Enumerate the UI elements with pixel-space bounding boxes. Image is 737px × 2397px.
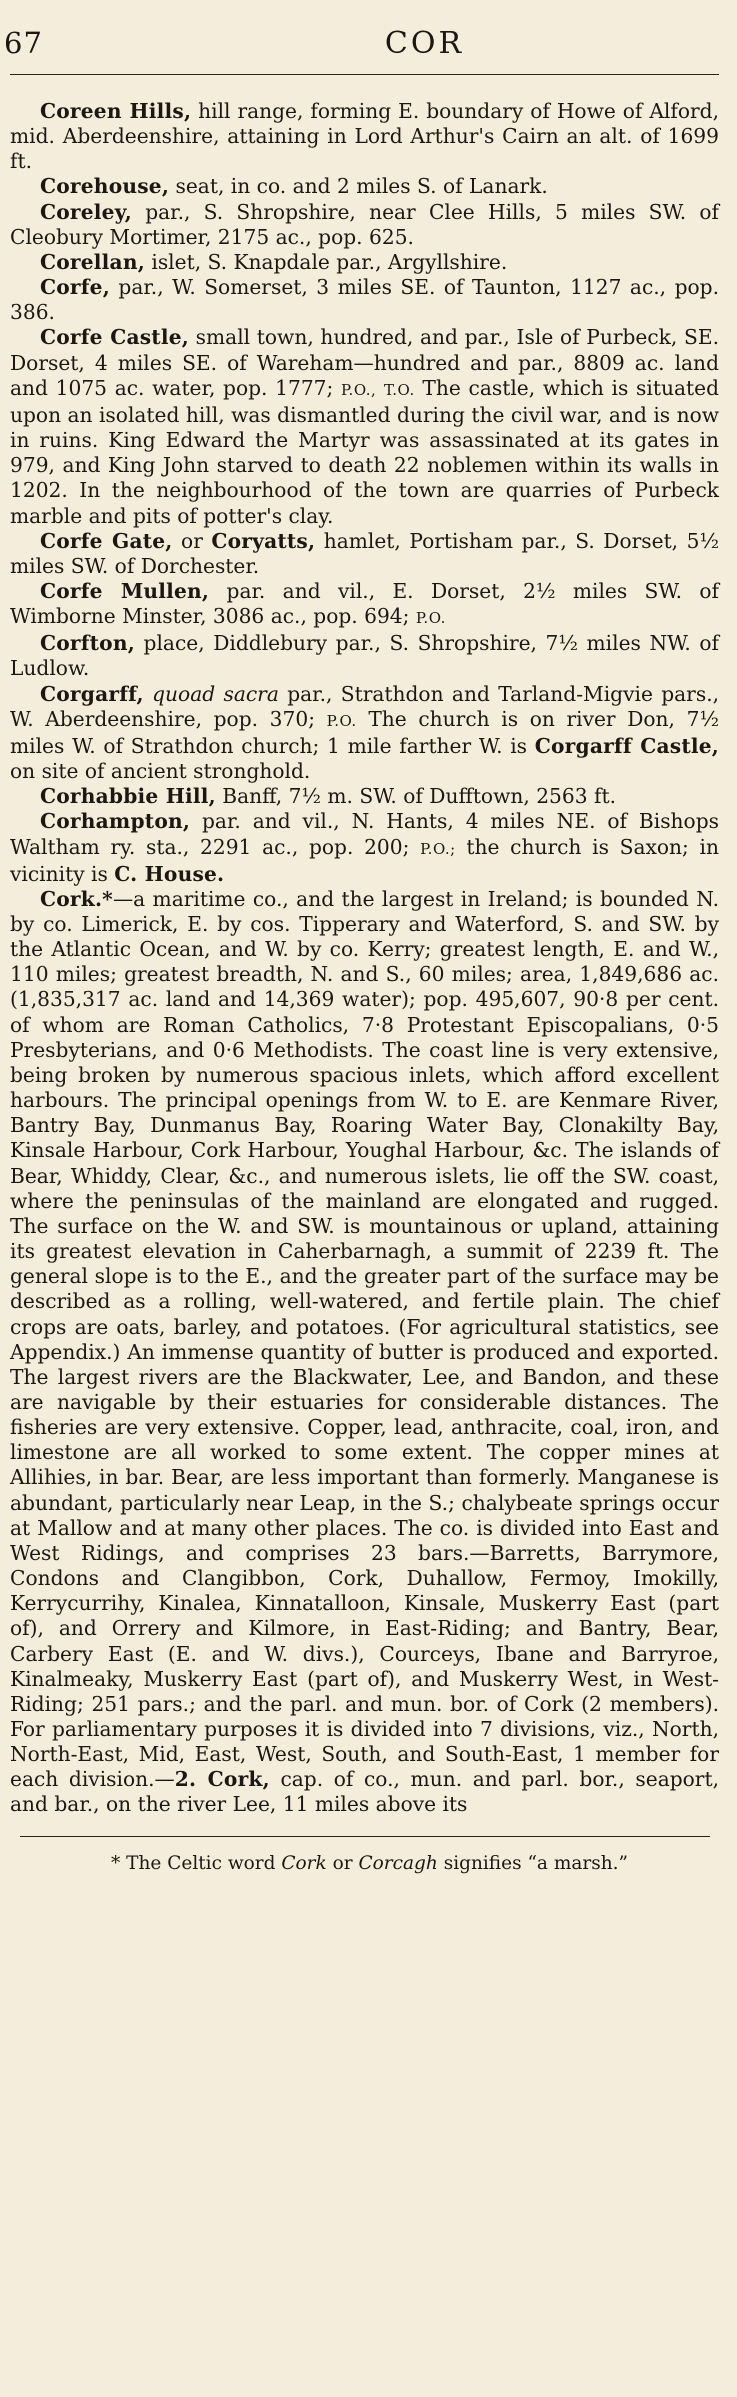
entry-corfe-gate [10,529,719,579]
footnote-rule [20,1836,710,1837]
entry-text: par. and vil., N. Hants, 4 miles NE. of Bishops Waltham ry. sta., 2291 ac., pop. 200; [10,809,719,859]
entries-column [10,75,719,1818]
footnote-word-cork: Cork [281,1852,327,1874]
post-office-abbrev: P.O., [341,380,377,399]
headword: Corellan, [40,249,145,274]
entry-corfe-castle [10,325,719,528]
entry-text: or [181,528,203,553]
entry-text-continued: cap. of co., mun. and parl. bor., seaport, and bar., on the river Lee, 11 miles above its [10,1767,719,1817]
headword-sub: C. House. [114,861,225,886]
headword: Corgarff, [40,681,144,706]
post-office-abbrev: P.O. [415,609,446,628]
entry-corhabbie-hill [10,784,719,809]
page-number: 67 [4,26,43,60]
entry-corgarff [10,682,719,785]
entry-text: —a maritime co., and the largest in Ireland; is bounded N. by co. Limerick, E. by cos. Tipperary and Waterford, S. and SW. by the Atlantic Ocean, and W. by co. Kerry; greatest length, E. and W., 110 miles; greatest breadth, N. and S., 60 miles; area, 1,849,686 ac. (1,835,317 ac. land and 14,369 water); pop. 495,607, 90·8 per cent. of whom are Roman Catholics, 7·8 Protestant Episcopalians, 0·5 Presbyterians, and 0·6 Methodists. The coast line is very extensive, being broken by numerous spacious inlets, which afford excellent harbours. The principal openings from W. to E. are Kenmare River, Bantry Bay, Dunmanus Bay, Roaring Water Bay, Clonakilty Bay, Kinsale Harbour, Cork Harbour, Youghal Harbour, &c. The islands of Bear, Whiddy, Clear, &c., and numerous islets, lie off the SW. coast, where the peninsulas of the mainland are elongated and rugged. The surface on the W. and SW. is mountainous or upland, attaining its greatest elevation in Caherbarnagh, a summit of 2239 ft. The general slope is to the E., and the greater part of the surface may be described as a rolling, well-watered, and fertile plain. The chief crops are oats, barley, and potatoes. (For agricultural statistics, see Appendix.) An immense quantity of butter is produced and exported. The largest rivers are the Blackwater, Lee, and Bandon, and these are navigable by their estuaries for considerable distances. The fisheries are very extensive. Copper, lead, anthracite, coal, iron, and limestone are all worked to some extent. The copper mines at Allihies, in bar. Bear, are less important than formerly. Manganese is abundant, particularly near Leap, in the S.; chalybeate springs occur at Mallow and at many other places. The co. is divided into East and West Ridings, and comprises 23 bars.—Barretts, Barrymore, Condons and Clangibbon, Cork, Duhallow, Fermoy, Imokilly, Kerrycurrihy, Kinalea, Kinnatalloon, Kinsale, Muskerry East (part of), and Orrery and Kilmore, in East-Riding; and Bantry, Bear, Carbery East (E. and W. divs.), Courceys, Ibane and Barryroe, Kinalmeaky, Muskerry East (part of), and Muskerry West, in West-Riding; 251 pars.; and the parl. and mun. bor. of Cork (2 members). For parliamentary purposes it is divided into 7 divisions, viz., North, North-East, Mid, East, West, South, and South-East, 1 member for each division.— [10,886,719,1792]
entry-text-continued: The castle, which is situated upon an isolated hill, was dismantled during the civil war, and is now in ruins. King Edward the Martyr was assassinated at its gates in 979, and King John starved to death 22 noblemen within its walls in 1202. In the neighbourhood of the town are quarries of Purbeck marble and pits of potter's clay. [10,375,720,528]
headword: Corfton, [40,631,135,656]
headword: Corehouse, [40,174,170,199]
entry-text: seat, in co. and 2 miles S. of Lanark. [175,174,548,199]
entry-cork [10,887,719,1818]
running-head: COR [384,26,465,61]
entry-corfe-mullen [10,579,719,631]
footnote-middle: or [332,1852,353,1874]
entry-text-continued: the church is Saxon; in vicinity is [10,834,719,886]
entry-corfe [10,275,719,325]
entry-text: par., S. Shropshire, near Clee Hills, 5 miles SW. of Cleobury Mortimer, 2175 ac., pop. 625. [10,199,720,249]
headword: Corfe, [40,275,110,300]
entry-text: par., W. Somerset, 3 miles SE. of Taunton, 1127 ac., pop. 386. [10,275,719,325]
headword-variant: Coryatts, [211,528,316,553]
headword: Corhabbie Hill, [40,784,216,809]
footnote-suffix: signifies “a marsh.” [443,1852,628,1874]
entry-coreley [10,200,719,250]
headword: Cork.* [40,886,113,911]
entry-text-end: on site of ancient stronghold. [10,759,311,784]
entry-text: place, Diddlebury par., S. Shropshire, 7½ miles NW. of Ludlow. [10,631,719,681]
entry-text: par. and vil., E. Dorset, 2½ miles SW. of Wimborne Minster, 3086 ac., pop. 694; [10,578,719,629]
entry-text: par., Strathdon and Tarland-Migvie pars., W. Aberdeenshire, pop. 370; [10,681,720,731]
entry-corfton [10,631,719,681]
italic-term: quoad sacra [152,681,279,706]
entry-text-continued: The church is on river Don, 7½ miles W. of Strathdon church; 1 mile farther W. is [10,706,720,758]
headword-sub: Corgarff Castle, [534,733,719,758]
entry-text: Banff, 7½ m. SW. of Dufftown, 2563 ft. [222,784,616,809]
telegraph-office-abbrev: T.O. [383,380,415,399]
entry-corhampton [10,809,719,886]
post-office-abbrev: P.O. [326,711,357,730]
entry-text-continued: hamlet, Portisham par., S. Dorset, 5½ miles SW. of Dorchester. [10,528,720,578]
headword: Corhampton, [40,809,191,834]
entry-text: hill range, forming E. boundary of Howe of Alford, mid. Aberdeenshire, attaining in Lord Arthur's Cairn an alt. of 1699 ft. [10,99,719,174]
entry-text: small town, hundred, and par., Isle of Purbeck, SE. Dorset, 4 miles SE. of Wareham—hundred and par., 8809 ac. land and 1075 ac. water, pop. 1777; [10,325,719,400]
entry-corellan [10,250,719,275]
headword: Corfe Mullen, [40,578,210,603]
headword: Corfe Castle, [40,325,189,350]
entry-text: islet, S. Knapdale par., Argyllshire. [151,249,508,274]
entry-coreen-hills [10,99,719,174]
headword: Corfe Gate, [40,528,173,553]
entry-corehouse [10,174,719,199]
headword: Coreen Hills, [40,99,192,123]
footnote-word-corcagh: Corcagh [358,1852,438,1874]
footnote-prefix: * The Celtic word [111,1852,276,1874]
footnote [10,1853,719,1874]
post-office-abbrev: P.O.; [420,839,456,858]
headword: Coreley, [40,199,132,224]
headword-sub: 2. Cork, [174,1767,270,1792]
page-header [4,0,719,75]
